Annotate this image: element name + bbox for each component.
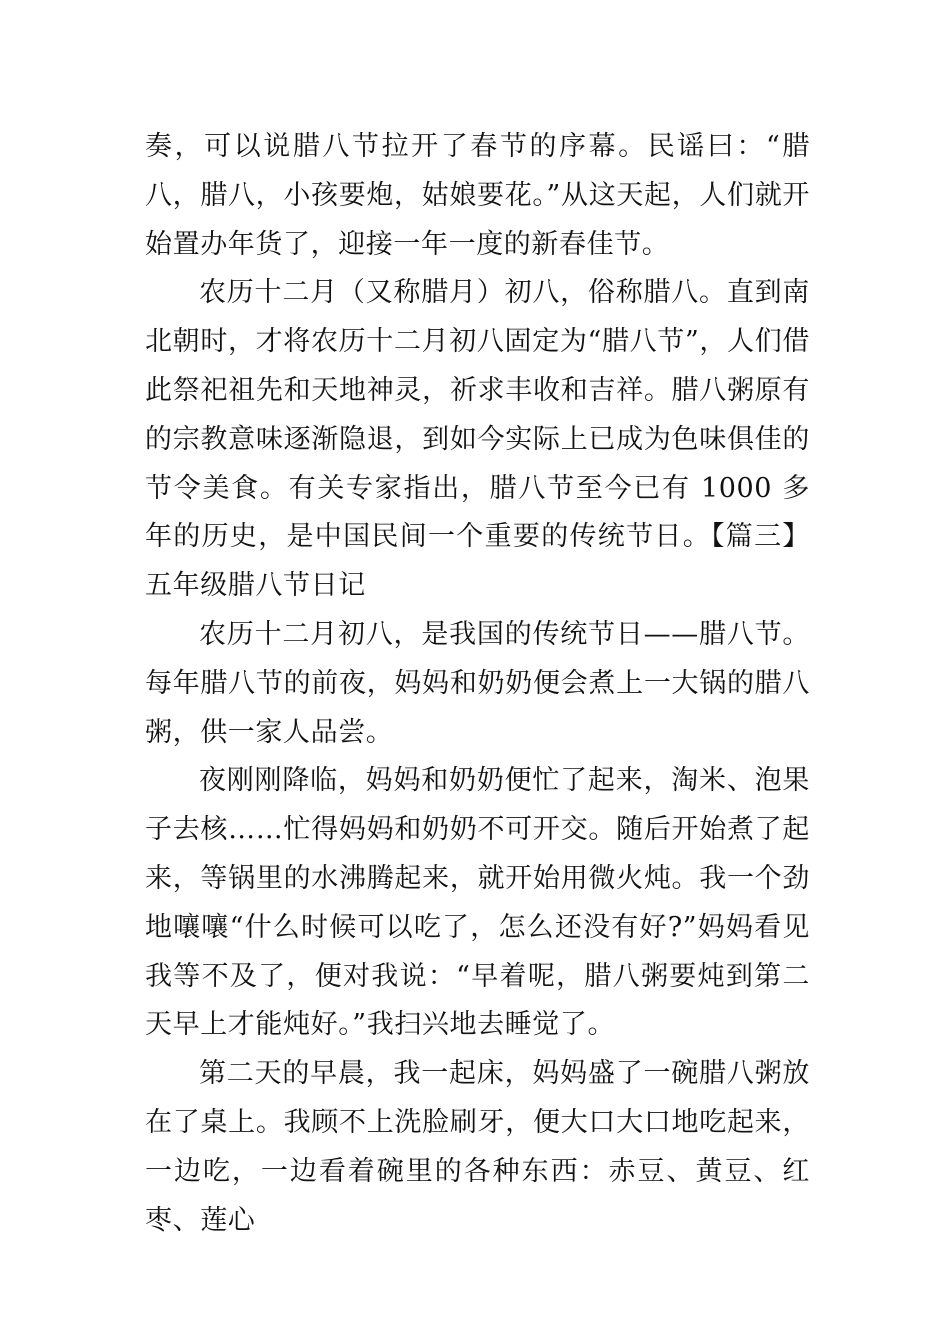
paragraph-laba-origin: 农历十二月（又称腊月）初八，俗称腊八。直到南北朝时，才将农历十二月初八固定为“腊八节”，人们借此祭祀祖先和天地神灵，祈求丰收和吉祥。腊八粥原有的宗教意味逐渐隐退，到如今实际上已成为色味俱佳的节令美食。有关专家指出，腊八节至今已有 1000 多年的历史，是中国民间一个重要的传统节日。【篇三】五年级腊八节日记	[145, 277, 810, 602]
paragraph-next-morning: 第二天的早晨，我一起床，妈妈盛了一碗腊八粥放在了桌上。我顾不上洗脸刷牙，便大口大口地吃起来，一边吃，一边看着碗里的各种东西：赤豆、黄豆、红枣、莲心	[145, 1058, 810, 1236]
paragraph-cooking-night: 夜刚刚降临，妈妈和奶奶便忙了起来，淘米、泡果子去核……忙得妈妈和奶奶不可开交。随后开始煮了起来，等锅里的水沸腾起来，就开始用微火炖。我一个劲地嚷嚷“什么时候可以吃了，怎么还没有好?”妈妈看见我等不及了，便对我说：“早着呢，腊八粥要炖到第二天早上才能炖好。”我扫兴地去睡觉了。	[145, 765, 810, 1041]
paragraph-diary-intro: 农历十二月初八，是我国的传统节日——腊八节。每年腊八节的前夜，妈妈和奶奶便会煮上一大锅的腊八粥，供一家人品尝。	[145, 618, 810, 748]
paragraph-continuation: 奏，可以说腊八节拉开了春节的序幕。民谣曰：“腊八，腊八，小孩要炮，姑娘要花。”从这天起，人们就开始置办年货了，迎接一年一度的新春佳节。	[145, 131, 810, 260]
document-body	[145, 123, 810, 1245]
